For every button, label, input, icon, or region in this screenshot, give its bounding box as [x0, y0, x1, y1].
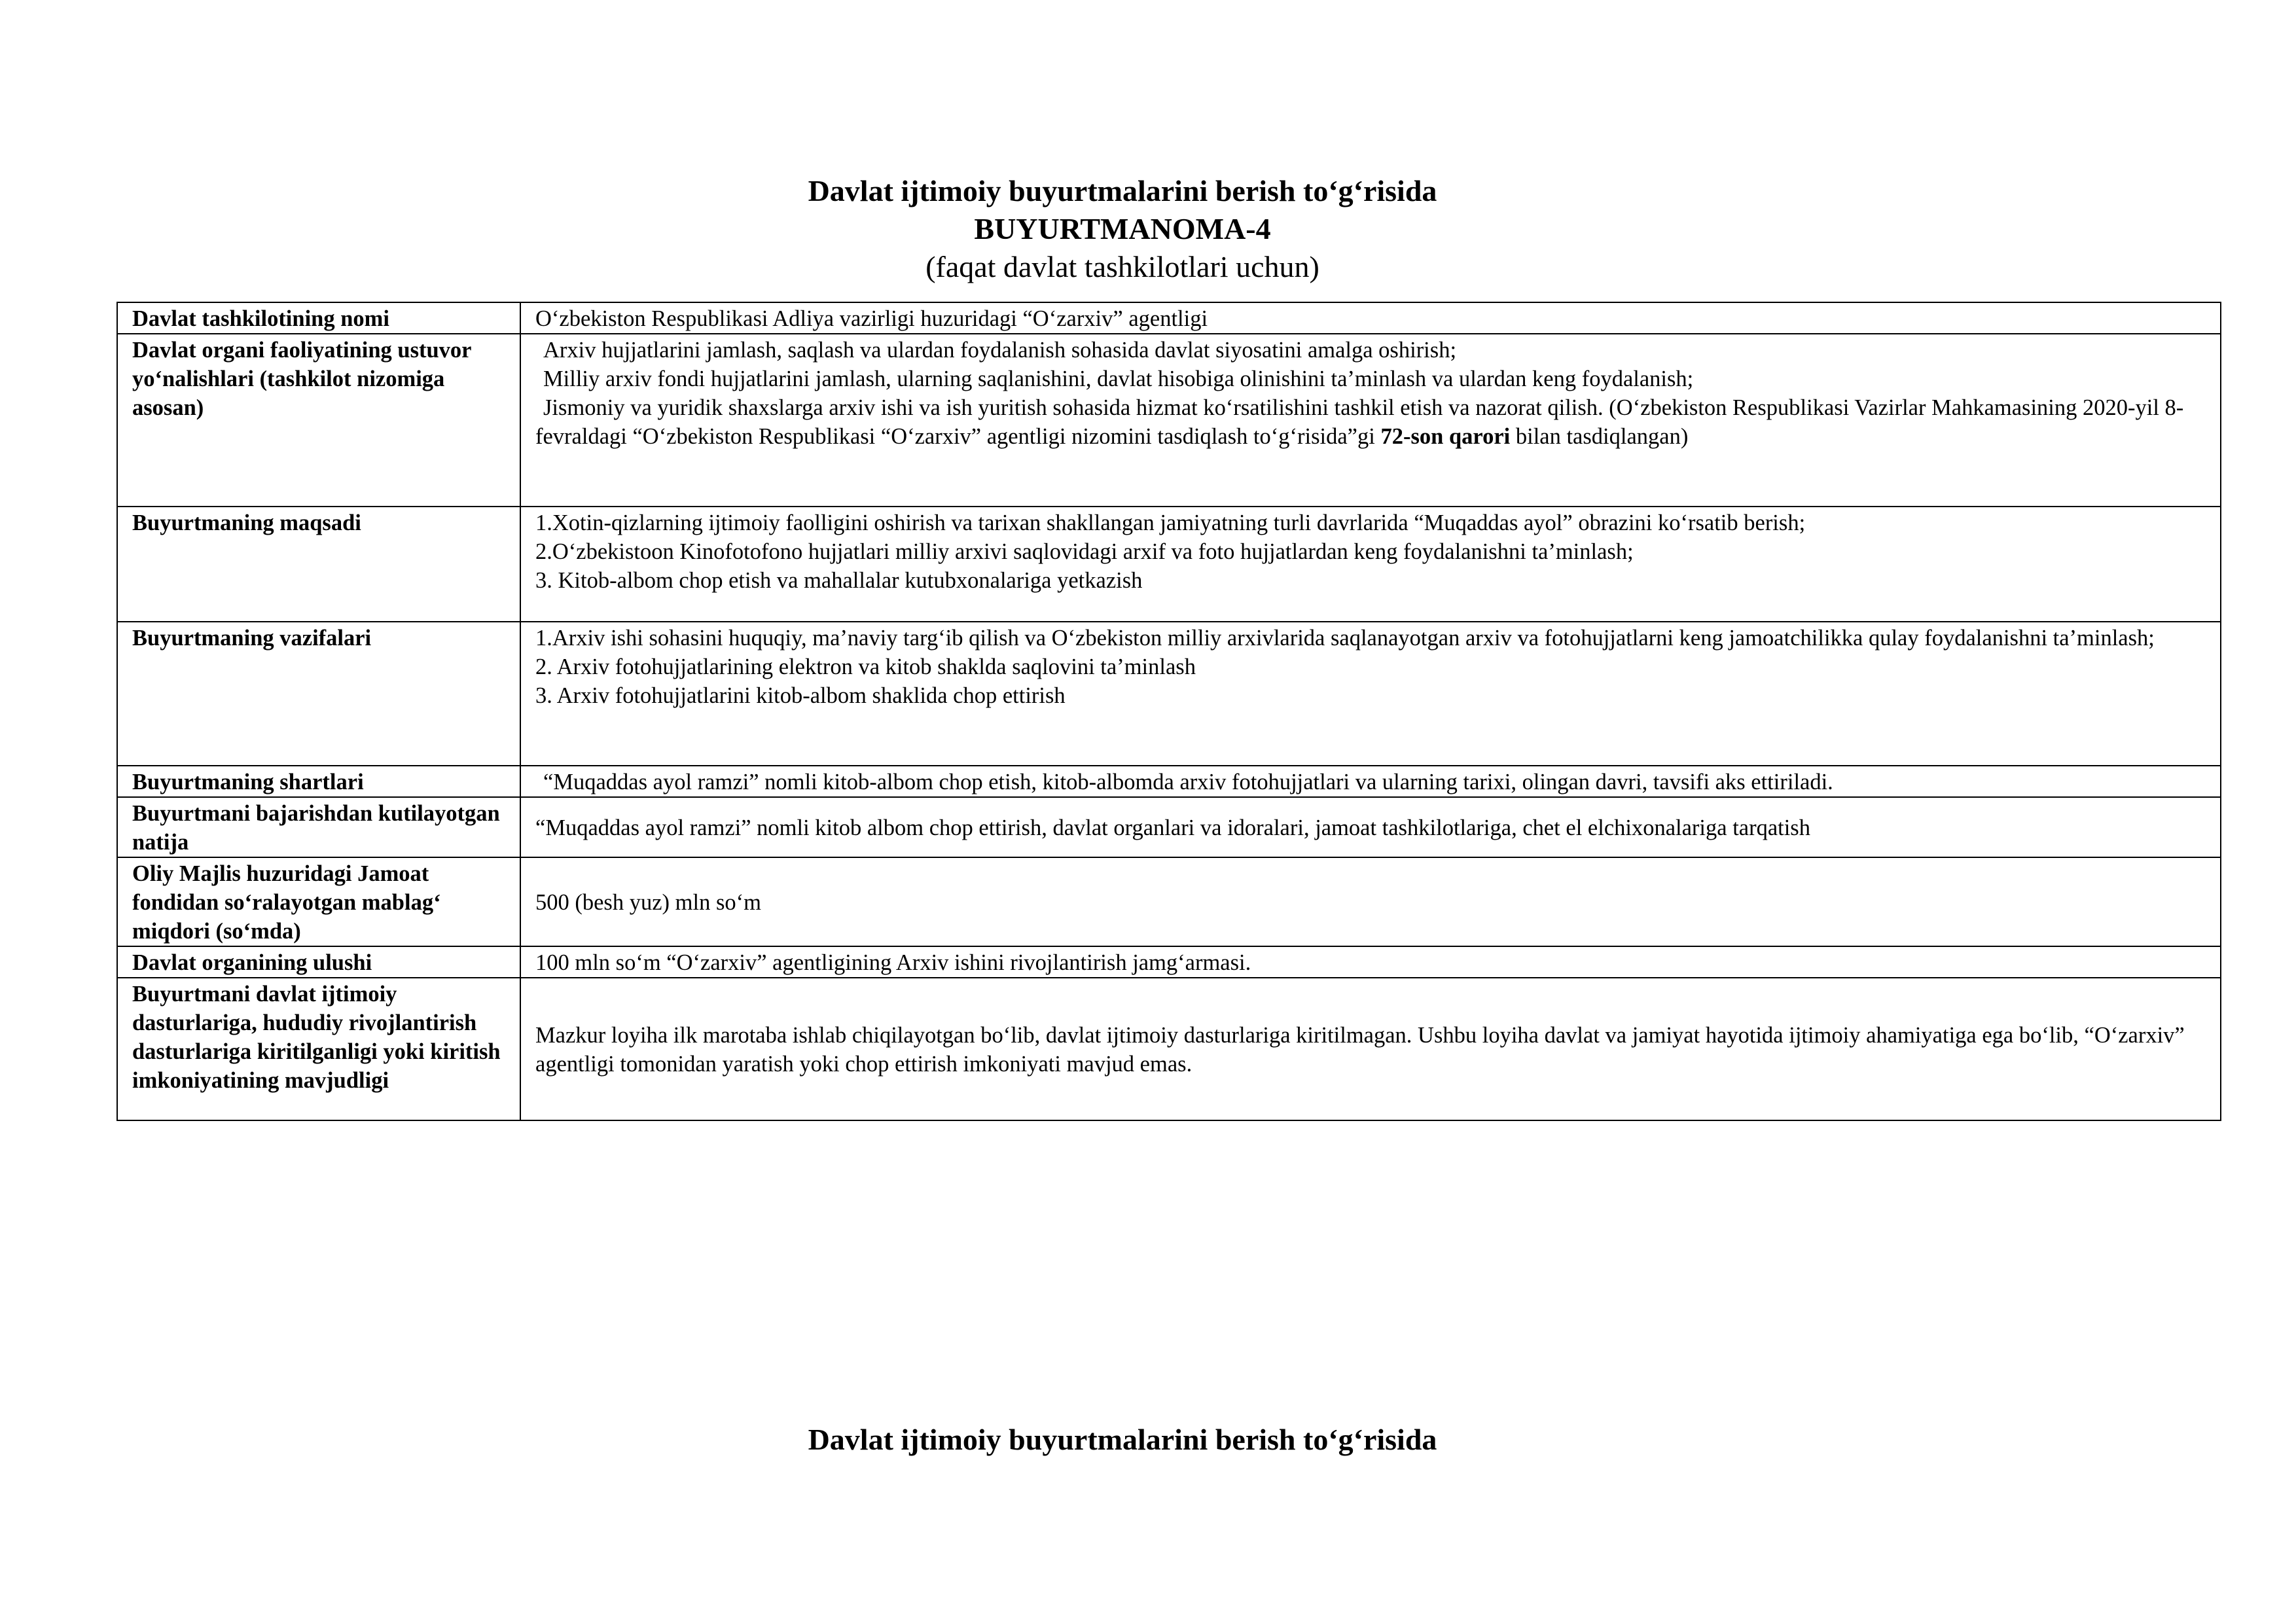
row-value	[520, 334, 2221, 507]
row-value-line: 2.O‘zbekistoon Kinofotofono hujjatlari milliy arxivi saqlovidagi arxif va foto hujjatlardan keng foydalanishni ta’minlash;	[535, 539, 1634, 564]
table-row-program-inclusion	[117, 978, 2221, 1120]
document-title: Davlat ijtimoiy buyurtmalarini berish to‘g‘risida	[808, 174, 1437, 207]
row-value-line: Arxiv hujjatlarini jamlash, saqlash va ulardan foydalanish sohasida davlat siyosatini amalga oshirish;	[543, 338, 1457, 363]
row-label: Buyurtmani bajarishdan kutilayotgan natija	[117, 797, 520, 857]
row-value-line: 3. Arxiv fotohujjatlarini kitob-albom shaklida chop ettirish	[535, 683, 1066, 708]
document-subtitle: BUYURTMANOMA-4	[974, 212, 1271, 245]
document-note: (faqat davlat tashkilotlari uchun)	[925, 250, 1319, 283]
row-value	[520, 766, 2221, 797]
table-row-requested-amount	[117, 857, 2221, 946]
table-row-tasks	[117, 622, 2221, 766]
table-row-priority-directions	[117, 334, 2221, 507]
row-label: Davlat organining ulushi	[117, 946, 520, 978]
row-value-paragraph	[535, 393, 2206, 451]
table-row-purpose	[117, 507, 2221, 622]
row-value-line: 1.Arxiv ishi sohasini huquqiy, ma’naviy targ‘ib qilish va O‘zbekiston milliy arxivlarida saqlanayotgan arxiv va fotohujjatlarni keng jamoatchilikka qulay foydalanishni ta’minlash;	[535, 626, 2155, 651]
table-row-conditions	[117, 766, 2221, 797]
footer-title: Davlat ijtimoiy buyurtmalarini berish to‘g‘risida	[808, 1423, 1437, 1456]
paragraph-start: Jismoniy va yuridik shaxslarga arxiv ishi va ish yuritish sohasida hizmat ko‘rsatilishini tashkil etish va nazorat qilish. (O‘zbekiston Respublikasi Vazirlar Mahkamasining 2020-yil 8-fevraldagi “O‘zbekiston Respublikasi “O‘zarxiv” agentligi nizomini tasdiqlash to‘g‘risida”gi	[535, 395, 2184, 449]
row-value: “Muqaddas ayol ramzi” nomli kitob albom chop ettirish, davlat organlari va idoralari, jamoat tashkilotlariga, chet el elchixonalariga tarqatish	[520, 797, 2221, 857]
row-value-line: 2. Arxiv fotohujjatlarining elektron va kitob shaklda saqlovini ta’minlash	[535, 654, 1196, 679]
row-value-line: 3. Kitob-albom chop etish va mahallalar kutubxonalariga yetkazish	[535, 568, 1143, 593]
row-value: O‘zbekiston Respublikasi Adliya vazirligi huzuridagi “O‘zarxiv” agentligi	[520, 302, 2221, 334]
row-label: Buyurtmaning maqsadi	[117, 507, 520, 622]
paragraph-end: bilan tasdiqlangan)	[1515, 424, 1689, 449]
row-value-line: 1.Xotin-qizlarning ijtimoiy faolligini oshirish va tarixan shakllangan jamiyatning turli davrlarida “Muqaddas ayol” obrazini ko‘rsatib berish;	[535, 510, 1806, 535]
row-value-text: “Muqaddas ayol ramzi” nomli kitob-albom chop etish, kitob-albomda arxiv fotohujjatlari va ularning tarixi, olingan davri, tavsifi aks ettiriladi.	[543, 770, 1833, 794]
row-label: Davlat organi faoliyatining ustuvor yo‘nalishlari (tashkilot nizomiga asosan)	[117, 334, 520, 507]
row-value	[520, 622, 2221, 766]
row-value	[520, 507, 2221, 622]
row-label: Buyurtmaning vazifalari	[117, 622, 520, 766]
order-table	[117, 302, 2221, 1121]
row-label: Davlat tashkilotining nomi	[117, 302, 520, 334]
row-label: Buyurtmaning shartlari	[117, 766, 520, 797]
row-value-line: Milliy arxiv fondi hujjatlarini jamlash, ularning saqlanishini, davlat hisobiga olinishini ta’minlash va ulardan keng foydalanish;	[543, 366, 1694, 391]
document-header	[0, 171, 2245, 287]
table-row-organization-name	[117, 302, 2221, 334]
row-label: Buyurtmani davlat ijtimoiy dasturlariga, hududiy rivojlantirish dasturlariga kiritilganligi yoki kiritish imkoniyatining mavjudligi	[117, 978, 520, 1120]
table-row-expected-result	[117, 797, 2221, 857]
paragraph-bold: 72-son qarori	[1380, 424, 1511, 449]
row-label: Oliy Majlis huzuridagi Jamoat fondidan so‘ralayotgan mablag‘ miqdori (so‘mda)	[117, 857, 520, 946]
row-value: 100 mln so‘m “O‘zarxiv” agentligining Arxiv ishini rivojlantirish jamg‘armasi.	[520, 946, 2221, 978]
table-row-state-share	[117, 946, 2221, 978]
row-value: Mazkur loyiha ilk marotaba ishlab chiqilayotgan bo‘lib, davlat ijtimoiy dasturlariga kiritilmagan. Ushbu loyiha davlat va jamiyat hayotida ijtimoiy ahamiyatiga ega bo‘lib, “O‘zarxiv” agentligi tomonidan yaratish yoki chop ettirish imkoniyati mavjud emas.	[520, 978, 2221, 1120]
row-value: 500 (besh yuz) mln so‘m	[520, 857, 2221, 946]
